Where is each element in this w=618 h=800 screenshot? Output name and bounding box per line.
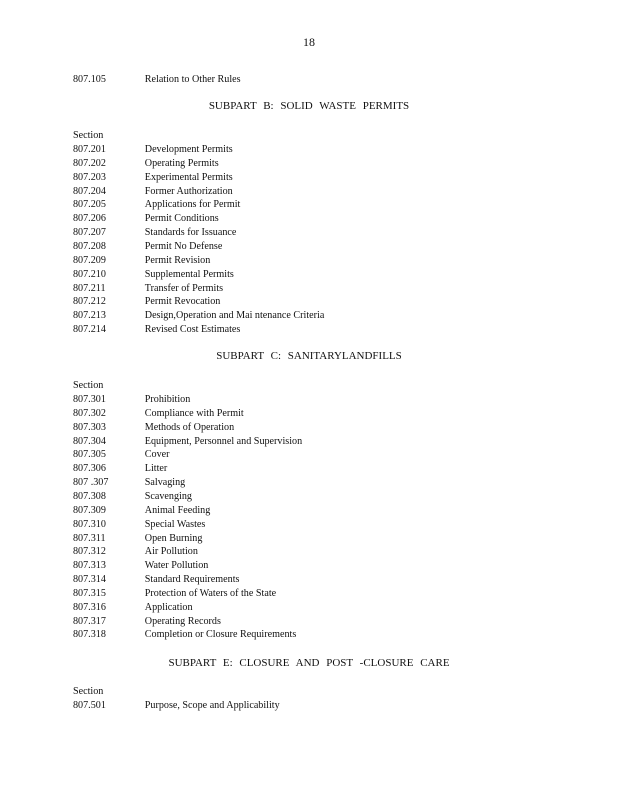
- entry-number: 807.301: [73, 393, 106, 405]
- entry-number: 807.501: [73, 699, 106, 711]
- toc-entry: [73, 267, 234, 281]
- entry-number: 807.308: [73, 489, 106, 502]
- section-label: Section: [73, 379, 104, 391]
- entry-title: Methods of Operation: [144, 420, 235, 433]
- toc-entry: [73, 447, 169, 461]
- entry-number: 807.105: [73, 73, 106, 85]
- toc-entry: [73, 600, 193, 614]
- toc-entry: [73, 698, 280, 712]
- entry-number: 807.206: [73, 212, 106, 225]
- entry-title: Cover: [144, 448, 170, 461]
- entry-number: 807.202: [73, 156, 106, 169]
- entry-title: Operating Records: [144, 614, 221, 627]
- toc-entry: [73, 517, 205, 531]
- toc-entry: [73, 142, 233, 156]
- entry-title: Water Pollution: [144, 559, 209, 572]
- entry-title: Permit No Defense: [144, 239, 223, 252]
- entry-title: Litter: [144, 462, 168, 475]
- entry-title: Prohibition: [144, 393, 191, 405]
- entry-title: Experimental Permits: [144, 170, 233, 183]
- entry-number: 807.310: [73, 517, 106, 530]
- entry-title: Compliance with Permit: [144, 406, 244, 419]
- entry-number: 807.316: [73, 600, 106, 613]
- entry-number: 807 .307: [73, 476, 109, 489]
- toc-entry: [73, 586, 276, 600]
- toc-entry: [73, 197, 240, 211]
- toc-entry: [73, 475, 185, 489]
- toc-entry: [73, 434, 302, 448]
- entry-title: Scavenging: [144, 489, 192, 502]
- entry-number: 807.212: [73, 295, 106, 308]
- entry-number: 807.314: [73, 573, 106, 586]
- subpart-b-heading: SUBPART B: SOLID WASTE PERMITS: [208, 100, 410, 112]
- entry-title: Operating Permits: [144, 156, 219, 169]
- entry-title: Applications for Permit: [144, 198, 241, 211]
- entry-title: Animal Feeding: [144, 503, 211, 516]
- entry-title: Application: [144, 600, 193, 613]
- entry-number: 807.213: [73, 309, 106, 322]
- entry-number: 807.305: [73, 448, 106, 461]
- entry-title: Permit Conditions: [144, 212, 219, 225]
- toc-entry: [73, 627, 296, 641]
- toc-entry: [73, 489, 192, 503]
- toc-entry: [73, 211, 219, 225]
- entry-number: 807.207: [73, 226, 106, 239]
- toc-entry: [73, 503, 210, 517]
- entry-title: Completion or Closure Requirements: [144, 628, 297, 641]
- entry-title: Supplemental Permits: [144, 267, 234, 280]
- toc-entry: [73, 614, 221, 628]
- toc-entry: [73, 308, 324, 322]
- toc-entry: [73, 406, 244, 420]
- toc-entry: [73, 392, 190, 406]
- toc-entry-intro: [73, 72, 241, 86]
- toc-entry: [73, 544, 198, 558]
- toc-entry: [73, 281, 223, 295]
- entry-number: 807.203: [73, 170, 106, 183]
- toc-entry: [73, 572, 239, 586]
- entry-title: Equipment, Personnel and Supervision: [144, 434, 303, 447]
- entry-title: Standard Requirements: [144, 573, 240, 586]
- subpart-e-heading: SUBPART E: CLOSURE AND POST -CLOSURE CARE: [168, 657, 450, 669]
- entry-number: 807.205: [73, 198, 106, 211]
- toc-entry: [73, 184, 233, 198]
- entry-number: 807.318: [73, 628, 106, 641]
- entry-title: Open Burning: [144, 531, 203, 544]
- entry-number: 807.315: [73, 586, 106, 599]
- page-number: 18: [303, 35, 315, 49]
- toc-entry: [73, 156, 219, 170]
- toc-entry: [73, 170, 233, 184]
- entry-title: Revised Cost Estimates: [144, 323, 241, 336]
- entry-number: 807.303: [73, 420, 106, 433]
- entry-number: 807.312: [73, 545, 106, 558]
- entry-number: 807.309: [73, 503, 106, 516]
- entry-number: 807.214: [73, 323, 106, 336]
- entry-title: Purpose, Scope and Applicability: [144, 699, 280, 711]
- toc-entry: [73, 322, 240, 336]
- entry-title: Standards for Issuance: [144, 226, 237, 239]
- toc-entry: [73, 253, 210, 267]
- toc-entry: [73, 239, 222, 253]
- entry-number: 807.204: [73, 184, 106, 197]
- toc-entry: [73, 558, 208, 572]
- section-label: Section: [73, 685, 104, 697]
- entry-number: 807.306: [73, 462, 106, 475]
- entry-number: 807.209: [73, 253, 106, 266]
- entry-title: Relation to Other Rules: [144, 73, 241, 85]
- entry-title: Permit Revision: [144, 253, 211, 266]
- entry-title: Permit Revocation: [144, 295, 221, 308]
- entry-title: Air Pollution: [144, 545, 198, 558]
- toc-entry: [73, 225, 236, 239]
- toc-entry: [73, 531, 202, 545]
- toc-entry: [73, 420, 234, 434]
- entry-title: Transfer of Permits: [144, 281, 224, 294]
- toc-entry: [73, 461, 167, 475]
- toc-entry: [73, 294, 220, 308]
- subpart-c-heading: SUBPART C: SANITARYLANDFILLS: [216, 350, 402, 362]
- entry-title: Protection of Waters of the State: [144, 586, 277, 599]
- entry-number: 807.313: [73, 559, 106, 572]
- entry-number: 807.304: [73, 434, 106, 447]
- entry-title: Former Authorization: [144, 184, 233, 197]
- entry-title: Design,Operation and Mai ntenance Criteria: [144, 309, 325, 322]
- entry-number: 807.317: [73, 614, 106, 627]
- entry-number: 807.208: [73, 239, 106, 252]
- entry-number: 807.302: [73, 406, 106, 419]
- entry-title: Special Wastes: [144, 517, 206, 530]
- entry-number: 807.210: [73, 267, 106, 280]
- entry-number: 807.201: [73, 143, 106, 155]
- section-label: Section: [73, 129, 104, 141]
- entry-number: 807.211: [73, 281, 106, 294]
- entry-title: Salvaging: [144, 476, 186, 489]
- entry-number: 807.311: [73, 531, 106, 544]
- entry-title: Development Permits: [144, 143, 233, 155]
